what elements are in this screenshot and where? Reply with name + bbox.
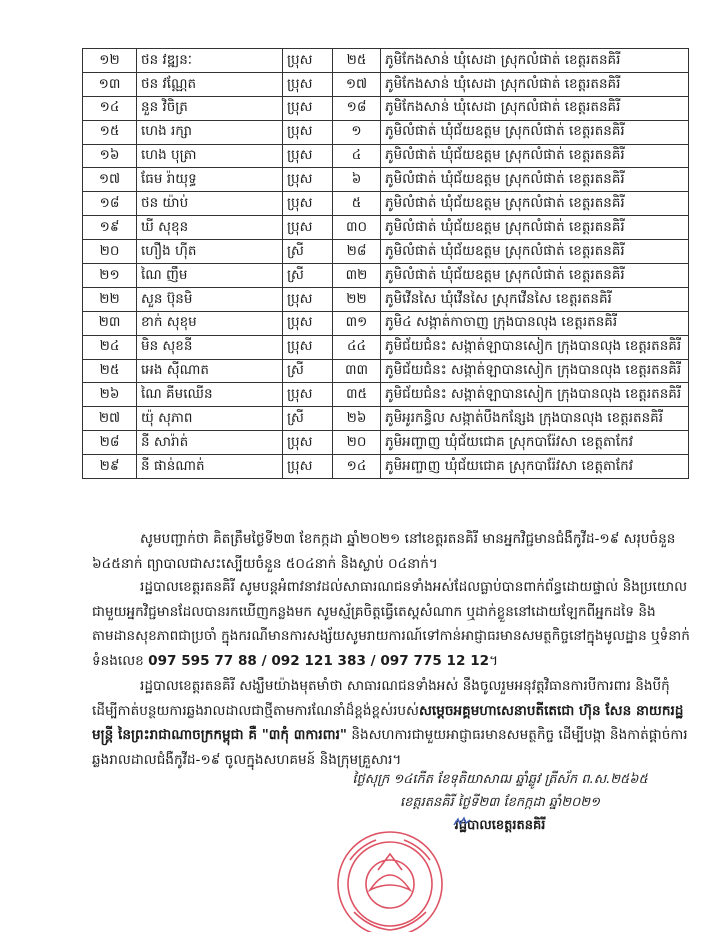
table-row — [83, 49, 689, 73]
person-sex: ស្រី — [283, 240, 333, 264]
row-number: ២៦ — [83, 383, 137, 407]
person-name: ធែម រ៉ាយុទ្ធ — [137, 168, 283, 192]
person-sex: ប្រុស — [283, 431, 333, 455]
table-row — [83, 335, 689, 359]
appeal-text: រដ្ឋបាលខេត្តរតនគិរី សូមបន្តអំពាវនាវដល់សាធារណជនទាំងអស់ដែលធ្លាប់បានពាក់ព័ន្ធដោយផ្ទាល់ និងប្រយោលជាមួយអ្នកវិជ្ជមានដែលបានរកឃើញកន្លងមក សូមស្ម័គ្រចិត្តធ្វើតេស្តសំណាក ឬដាក់ខ្លួននៅដោយឡែកពីអ្នកដទៃ និងតាមដានសុខភាពជាប្រចាំ ក្នុងករណីមានការសង្ស័យសូមរាយការណ៍ទៅកាន់អាជ្ញាធរមានសមត្ថកិច្ចនៅក្នុងមូលដ្ឋាន ឬទំនាក់ទំនងលេខ — [92, 579, 690, 669]
person-address: ភូមិលំផាត់ ឃុំជ័យឧត្តម ស្រុកលំផាត់ ខេត្តរតនគិរី — [381, 120, 689, 144]
person-age: ១ — [333, 120, 381, 144]
person-sex: ប្រុស — [283, 455, 333, 479]
signature-mark — [452, 816, 472, 828]
guidance-paragraph — [92, 674, 690, 772]
person-address: ភូមិអញ្ចាញ ឃុំជ័យជោគ ស្រុកបារ៉ែវសា ខេត្តតាកែវ — [381, 431, 689, 455]
person-age: ២២ — [333, 287, 381, 311]
person-address: ភូមិជ័យជំនះ សង្កាត់ឡាបានសៀក ក្រុងបានលុង ខេត្តរតនគិរី — [381, 383, 689, 407]
person-name: ណៃ គីមឈើន — [137, 383, 283, 407]
row-number: ១៩ — [83, 216, 137, 240]
person-age: ៣៥ — [333, 383, 381, 407]
row-number: ១៧ — [83, 168, 137, 192]
person-name: ថន វឌ្ឍនៈ — [137, 49, 283, 73]
table-row — [83, 168, 689, 192]
row-number: ២២ — [83, 287, 137, 311]
person-sex: ប្រុស — [283, 120, 333, 144]
person-age: ៣០ — [333, 216, 381, 240]
row-number: ២៧ — [83, 407, 137, 431]
guidance-text-a: រដ្ឋបាលខេត្តរតនគិរី សង្ឃឹមយ៉ាងមុតមាំថា សាធារណជនទាំងអស់ នឹងចូលរួមអនុវត្តវិធានការបីការពារ និងបីកុំ ដើម្បីកាត់បន្ថយការឆ្លងរាលដាលជាថ្មីតាមការណែនាំដ៏ខ្ពង់ខ្ពស់របស់ — [92, 678, 670, 719]
person-sex: ប្រុស — [283, 144, 333, 168]
person-address: ភូមិលំផាត់ ឃុំជ័យឧត្តម ស្រុកលំផាត់ ខេត្តរតនគិរី — [381, 168, 689, 192]
row-number: ១៦ — [83, 144, 137, 168]
person-address: ភូមិអញ្ចាញ ឃុំជ័យជោគ ស្រុកបារ៉ែវសា ខេត្តតាកែវ — [381, 455, 689, 479]
person-name: ខាក់ សុខុម — [137, 311, 283, 335]
table-row — [83, 455, 689, 479]
person-sex: ប្រុស — [283, 311, 333, 335]
person-age: ១៤ — [333, 455, 381, 479]
lunar-date: ថ្ងៃសុក្រ ១៤កើត ខែទុតិយាសាឍ ឆ្នាំឆ្លូវ ត្រីស័ក ព.ស.២៥៦៥ — [352, 772, 648, 787]
summary-paragraph — [92, 527, 690, 576]
person-address: ភូមិវើនសៃ ឃុំវើនសៃ ស្រុកវើនសៃ ខេត្តរតនគិរី — [381, 287, 689, 311]
guidance-text-emphasis: សម្តេចអគ្គមហាសេនាបតីតេជោ ហ៊ុន សែន នាយករដ្ឋមន្ត្រី នៃព្រះរាជាណាចក្រកម្ពុជា គឺ "៣កុំ ៣ការពារ" — [92, 702, 684, 743]
person-name: ថន វណ្ណែត — [137, 72, 283, 96]
person-address: ភូមិលំផាត់ ឃុំជ័យឧត្តម ស្រុកលំផាត់ ខេត្តរតនគិរី — [381, 240, 689, 264]
table-row — [83, 144, 689, 168]
person-address: ភូមិជ័យជំនះ សង្កាត់ឡាបានសៀក ក្រុងបានលុង ខេត្តរតនគិរី — [381, 335, 689, 359]
table-row — [83, 96, 689, 120]
person-address: ភូមិលំផាត់ ឃុំជ័យឧត្តម ស្រុកលំផាត់ ខេត្តរតនគិរី — [381, 192, 689, 216]
person-sex: ស្រី — [283, 359, 333, 383]
person-address: ភូមិកែងសាន់ ឃុំសេដា ស្រុកលំផាត់ ខេត្តរតនគិរី — [381, 72, 689, 96]
table-row — [83, 359, 689, 383]
row-number: ២៨ — [83, 431, 137, 455]
row-number: ២៥ — [83, 359, 137, 383]
table-row — [83, 311, 689, 335]
person-address: ភូមិកែងសាន់ ឃុំសេដា ស្រុកលំផាត់ ខេត្តរតនគិរី — [381, 49, 689, 73]
person-name: ណៃ ញឹម — [137, 264, 283, 288]
person-age: ២០ — [333, 431, 381, 455]
person-sex: ប្រុស — [283, 72, 333, 96]
table-row — [83, 120, 689, 144]
row-number: ១៨ — [83, 192, 137, 216]
guidance-text-c: និងសហការជាមួយអាជ្ញាធរមានសមត្ថកិច្ច ដើម្បីបង្កា និងកាត់ផ្តាច់ការឆ្លងរាលដាលជំងឺកូវីដ-១៩ ចូលក្នុងសហគមន៍ និងក្រុមគ្រួសារ។ — [92, 727, 688, 768]
person-name: នី សារ៉ាត់ — [137, 431, 283, 455]
person-address: ភូមិលំផាត់ ឃុំជ័យឧត្តម ស្រុកលំផាត់ ខេត្តរតនគិរី — [381, 216, 689, 240]
cases-table-body — [83, 49, 689, 479]
table-row — [83, 383, 689, 407]
row-number: ១៣ — [83, 72, 137, 96]
person-name: យ៉ុ សុភាព — [137, 407, 283, 431]
person-age: ២៦ — [333, 407, 381, 431]
person-name: សួន ប៊ុនមិ — [137, 287, 283, 311]
person-age: ៥ — [333, 192, 381, 216]
person-age: ៣១ — [333, 311, 381, 335]
person-name: ហេង បុត្រា — [137, 144, 283, 168]
table-row — [83, 240, 689, 264]
person-address: ភូមិអូរកន្ធិល សង្កាត់បឹងកន្សែង ក្រុងបានលុង ខេត្តរតនគិរី — [381, 407, 689, 431]
person-sex: ប្រុស — [283, 383, 333, 407]
row-number: ១៥ — [83, 120, 137, 144]
person-name: ឃី សុខុន — [137, 216, 283, 240]
person-address: ភូមិលំផាត់ ឃុំជ័យឧត្តម ស្រុកលំផាត់ ខេត្តរតនគិរី — [381, 144, 689, 168]
person-age: ២៨ — [333, 240, 381, 264]
summary-text: សូមបញ្ជាក់ថា គិតត្រឹមថ្ងៃទី២៣ ខែកក្កដា ឆ្នាំ២០២១ នៅខេត្តរតនគិរី មានអ្នកវិជ្ជមានជំងឺកូវីដ-១៩ សរុបចំនួន ៦៤៥នាក់ ព្យាបាលជាសះស្បើយចំនួន ៥០៤នាក់ និងស្លាប់ ០៤នាក់។ — [92, 531, 676, 572]
row-number: ២១ — [83, 264, 137, 288]
person-name: នួន វិចិត្រ — [137, 96, 283, 120]
person-age: ៤៤ — [333, 335, 381, 359]
official-seal-icon — [330, 820, 450, 932]
person-address: ភូមិ៤ សង្កាត់កាចាញ ក្រុងបានលុង ខេត្តរតនគិរី — [381, 311, 689, 335]
person-age: ៣២ — [333, 264, 381, 288]
row-number: ២៩ — [83, 455, 137, 479]
person-sex: ប្រុស — [283, 216, 333, 240]
person-sex: ប្រុស — [283, 335, 333, 359]
person-age: ១៨ — [333, 96, 381, 120]
person-name: ហេង រក្សា — [137, 120, 283, 144]
person-name: ហឿង ហ៊ីត — [137, 240, 283, 264]
person-name: ថន យ៉ាប់ — [137, 192, 283, 216]
person-age: ៤ — [333, 144, 381, 168]
table-row — [83, 431, 689, 455]
person-name: នី ផាន់ណាត់ — [137, 455, 283, 479]
place-date: ខេត្តរតនគិរី ថ្ងៃទី២៣ ខែកក្កដា ឆ្នាំ២០២១ — [400, 795, 600, 810]
person-address: ភូមិជ័យជំនះ សង្កាត់ឡាបានសៀក ក្រុងបានលុង ខេត្តរតនគិរី — [381, 359, 689, 383]
table-row — [83, 264, 689, 288]
table-row — [83, 72, 689, 96]
row-number: ១២ — [83, 49, 137, 73]
person-sex: ប្រុស — [283, 287, 333, 311]
person-age: ១៧ — [333, 72, 381, 96]
appeal-end: ។ — [489, 652, 499, 669]
person-name: មិន សុខនី — [137, 335, 283, 359]
person-sex: ប្រុស — [283, 96, 333, 120]
person-age: ២៥ — [333, 49, 381, 73]
row-number: ២៤ — [83, 335, 137, 359]
hotline-numbers: 097 595 77 88 / 092 121 383 / 097 775 12 12 — [148, 652, 490, 669]
person-name: អេង ស៊ីណាត — [137, 359, 283, 383]
person-age: ៣៣ — [333, 359, 381, 383]
person-sex: ស្រី — [283, 407, 333, 431]
person-address: ភូមិកែងសាន់ ឃុំសេដា ស្រុកលំផាត់ ខេត្តរតនគិរី — [381, 96, 689, 120]
person-age: ៦ — [333, 168, 381, 192]
person-sex: ស្រី — [283, 264, 333, 288]
row-number: ២៣ — [83, 311, 137, 335]
row-number: ២០ — [83, 240, 137, 264]
person-address: ភូមិលំផាត់ ឃុំជ័យឧត្តម ស្រុកលំផាត់ ខេត្តរតនគិរី — [381, 264, 689, 288]
table-row — [83, 192, 689, 216]
appeal-paragraph — [92, 575, 690, 673]
cases-table — [82, 48, 689, 479]
signer-title: រដ្ឋបាលខេត្តរតនគិរី — [454, 818, 546, 833]
table-row — [83, 216, 689, 240]
person-sex: ប្រុស — [283, 192, 333, 216]
person-sex: ប្រុស — [283, 49, 333, 73]
table-row — [83, 287, 689, 311]
table-row — [83, 407, 689, 431]
person-sex: ប្រុស — [283, 168, 333, 192]
row-number: ១៤ — [83, 96, 137, 120]
